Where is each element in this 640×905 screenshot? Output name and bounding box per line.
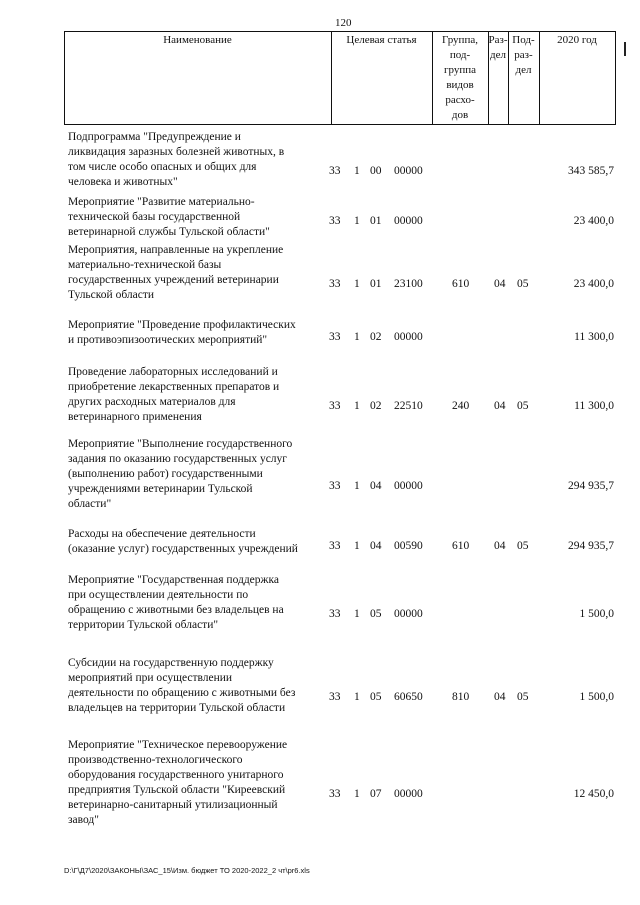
cell-c4: 23100 [394, 278, 423, 290]
row-name-line: технической базы государственной [68, 211, 241, 223]
cell-amount: 23 400,0 [573, 215, 614, 227]
cell-section: 04 [494, 691, 506, 703]
table-header [64, 31, 616, 125]
header-subsection: Под- раз- дел [512, 34, 535, 76]
cell-c1: 33 [329, 400, 341, 412]
row-name [68, 365, 330, 425]
cell-c1: 33 [329, 480, 341, 492]
row-name-line: мероприятий при осуществлении [68, 672, 233, 684]
cell-c4: 00000 [394, 215, 423, 227]
table-row [64, 243, 616, 303]
cell-c4: 00000 [394, 331, 423, 343]
cell-c2: 1 [354, 331, 360, 343]
header-section: Раз- дел [488, 34, 508, 61]
row-name [68, 195, 330, 240]
file-path-footer: D:\Г\Д7\2020\ЗАКОНЫ\ЗАС_15\Изм. бюджет ТО 2020-2022_2 чт\pr6.xls [64, 866, 310, 875]
cell-c1: 33 [329, 165, 341, 177]
row-name-line: Субсидии на государственную поддержку [68, 657, 274, 669]
cell-c3: 01 [370, 215, 382, 227]
row-name-line: том числе особо опасных и общих для [68, 161, 257, 173]
cell-c2: 1 [354, 215, 360, 227]
row-name-line: задания по оказанию государственных услуг [68, 453, 288, 465]
cell-c3: 04 [370, 540, 382, 552]
row-name-line: производственно-технологического [68, 754, 243, 766]
cell-c2: 1 [354, 278, 360, 290]
row-name-line: ветеринарной службы Тульской области" [68, 226, 270, 238]
cell-c2: 1 [354, 608, 360, 620]
cell-c2: 1 [354, 480, 360, 492]
cell-c1: 33 [329, 788, 341, 800]
cell-group: 610 [452, 278, 470, 290]
row-name [68, 738, 330, 828]
table-row [64, 318, 616, 348]
row-name-line: деятельности по обращению с животными без [68, 687, 296, 699]
cell-amount: 23 400,0 [573, 278, 614, 290]
cell-c3: 05 [370, 691, 382, 703]
row-name-line: учреждениями ветеринарии Тульской [68, 483, 253, 495]
cell-c3: 02 [370, 400, 382, 412]
row-name-line: территории Тульской области" [68, 619, 219, 631]
row-name-line: обращению с животными без владельцев на [68, 604, 284, 616]
cell-amount: 294 935,7 [568, 480, 614, 492]
cell-c2: 1 [354, 165, 360, 177]
header-year: 2020 год [557, 34, 597, 46]
row-name [68, 437, 330, 512]
header-name: Наименование [163, 34, 232, 46]
table-row [64, 656, 616, 716]
row-name-line: других расходных материалов для [68, 396, 236, 408]
table-row [64, 365, 616, 425]
row-name-line: завод" [68, 814, 99, 826]
row-name-line: Расходы на обеспечение деятельности [68, 528, 256, 540]
cell-c4: 00000 [394, 788, 423, 800]
row-name-line: ветеринарного применения [68, 411, 202, 423]
row-name-line: области" [68, 498, 112, 510]
row-name [68, 130, 330, 190]
cell-c2: 1 [354, 400, 360, 412]
row-name-line: Проведение лабораторных исследований и [68, 366, 278, 378]
row-name-line: владельцев на территории Тульской области [68, 702, 286, 714]
table-row [64, 738, 616, 828]
cell-c3: 01 [370, 278, 382, 290]
row-name-line: (выполнению работ) государственными [68, 468, 263, 480]
cell-c3: 00 [370, 165, 382, 177]
cell-section: 04 [494, 400, 506, 412]
cell-subsection: 05 [517, 691, 529, 703]
cell-c2: 1 [354, 691, 360, 703]
cell-section: 04 [494, 540, 506, 552]
table-row [64, 527, 616, 557]
cell-amount: 294 935,7 [568, 540, 614, 552]
cell-amount: 1 500,0 [579, 691, 614, 703]
row-name [68, 318, 330, 348]
cell-c2: 1 [354, 540, 360, 552]
row-name-line: ветеринарно-санитарный утилизационный [68, 799, 278, 811]
row-name-line: ликвидация заразных болезней животных, в [68, 146, 285, 158]
cell-subsection: 05 [517, 400, 529, 412]
row-name [68, 656, 330, 716]
row-name-line: Мероприятия, направленные на укрепление [68, 244, 284, 256]
cell-c1: 33 [329, 540, 341, 552]
table-row [64, 437, 616, 512]
row-name-line: при осуществлении деятельности по [68, 589, 249, 601]
row-name [68, 527, 330, 557]
row-name-line: предприятия Тульской области "Киреевский [68, 784, 286, 796]
cell-amount: 11 300,0 [574, 400, 614, 412]
cell-c1: 33 [329, 278, 341, 290]
cell-amount: 343 585,7 [568, 165, 614, 177]
cell-c4: 00000 [394, 480, 423, 492]
row-name-line: человека и животных" [68, 176, 178, 188]
cell-subsection: 05 [517, 540, 529, 552]
cell-section: 04 [494, 278, 506, 290]
row-name-line: материально-технической базы [68, 259, 222, 271]
row-name-line: (оказание услуг) государственных учреждений [68, 543, 298, 555]
cell-c1: 33 [329, 215, 341, 227]
table-row [64, 130, 616, 190]
cell-c3: 04 [370, 480, 382, 492]
header-bottom-border [64, 124, 616, 125]
row-name-line: Мероприятие "Государственная поддержка [68, 574, 280, 586]
cell-amount: 12 450,0 [573, 788, 614, 800]
row-name-line: Мероприятие "Выполнение государственного [68, 438, 293, 450]
row-name-line: Мероприятие "Развитие материально- [68, 196, 255, 208]
cell-c1: 33 [329, 691, 341, 703]
cell-c3: 07 [370, 788, 382, 800]
cell-c4: 00000 [394, 608, 423, 620]
cell-group: 610 [452, 540, 470, 552]
row-name-line: Мероприятие "Техническое перевооружение [68, 739, 288, 751]
cell-c3: 02 [370, 331, 382, 343]
header-group: Группа, под- группа видов расхо- дов [442, 34, 478, 121]
cell-c2: 1 [354, 788, 360, 800]
row-name-line: и противоэпизоотических мероприятий" [68, 334, 268, 346]
table-row [64, 573, 616, 633]
cell-c4: 60650 [394, 691, 423, 703]
row-name-line: государственных учреждений ветеринарии [68, 274, 279, 286]
cell-c4: 00590 [394, 540, 423, 552]
row-name-line: Подпрограмма "Предупреждение и [68, 131, 241, 143]
row-name [68, 573, 330, 633]
row-name-line: Мероприятие "Проведение профилактических [68, 319, 296, 331]
cell-group: 240 [452, 400, 470, 412]
cell-amount: 11 300,0 [574, 331, 614, 343]
cell-c3: 05 [370, 608, 382, 620]
row-name-line: приобретение лекарственных препаратов и [68, 381, 280, 393]
header-target: Целевая статья [346, 34, 417, 46]
row-name-line: оборудования государственного унитарного [68, 769, 284, 781]
table-row [64, 195, 616, 240]
cell-amount: 1 500,0 [579, 608, 614, 620]
cell-c4: 22510 [394, 400, 423, 412]
cell-c1: 33 [329, 331, 341, 343]
margin-mark [624, 42, 626, 56]
cell-subsection: 05 [517, 278, 529, 290]
cell-c4: 00000 [394, 165, 423, 177]
cell-c1: 33 [329, 608, 341, 620]
header-top-border [64, 31, 616, 32]
row-name-line: Тульской области [68, 289, 155, 301]
row-name [68, 243, 330, 303]
cell-group: 810 [452, 691, 470, 703]
page-number: 120 [335, 17, 352, 29]
